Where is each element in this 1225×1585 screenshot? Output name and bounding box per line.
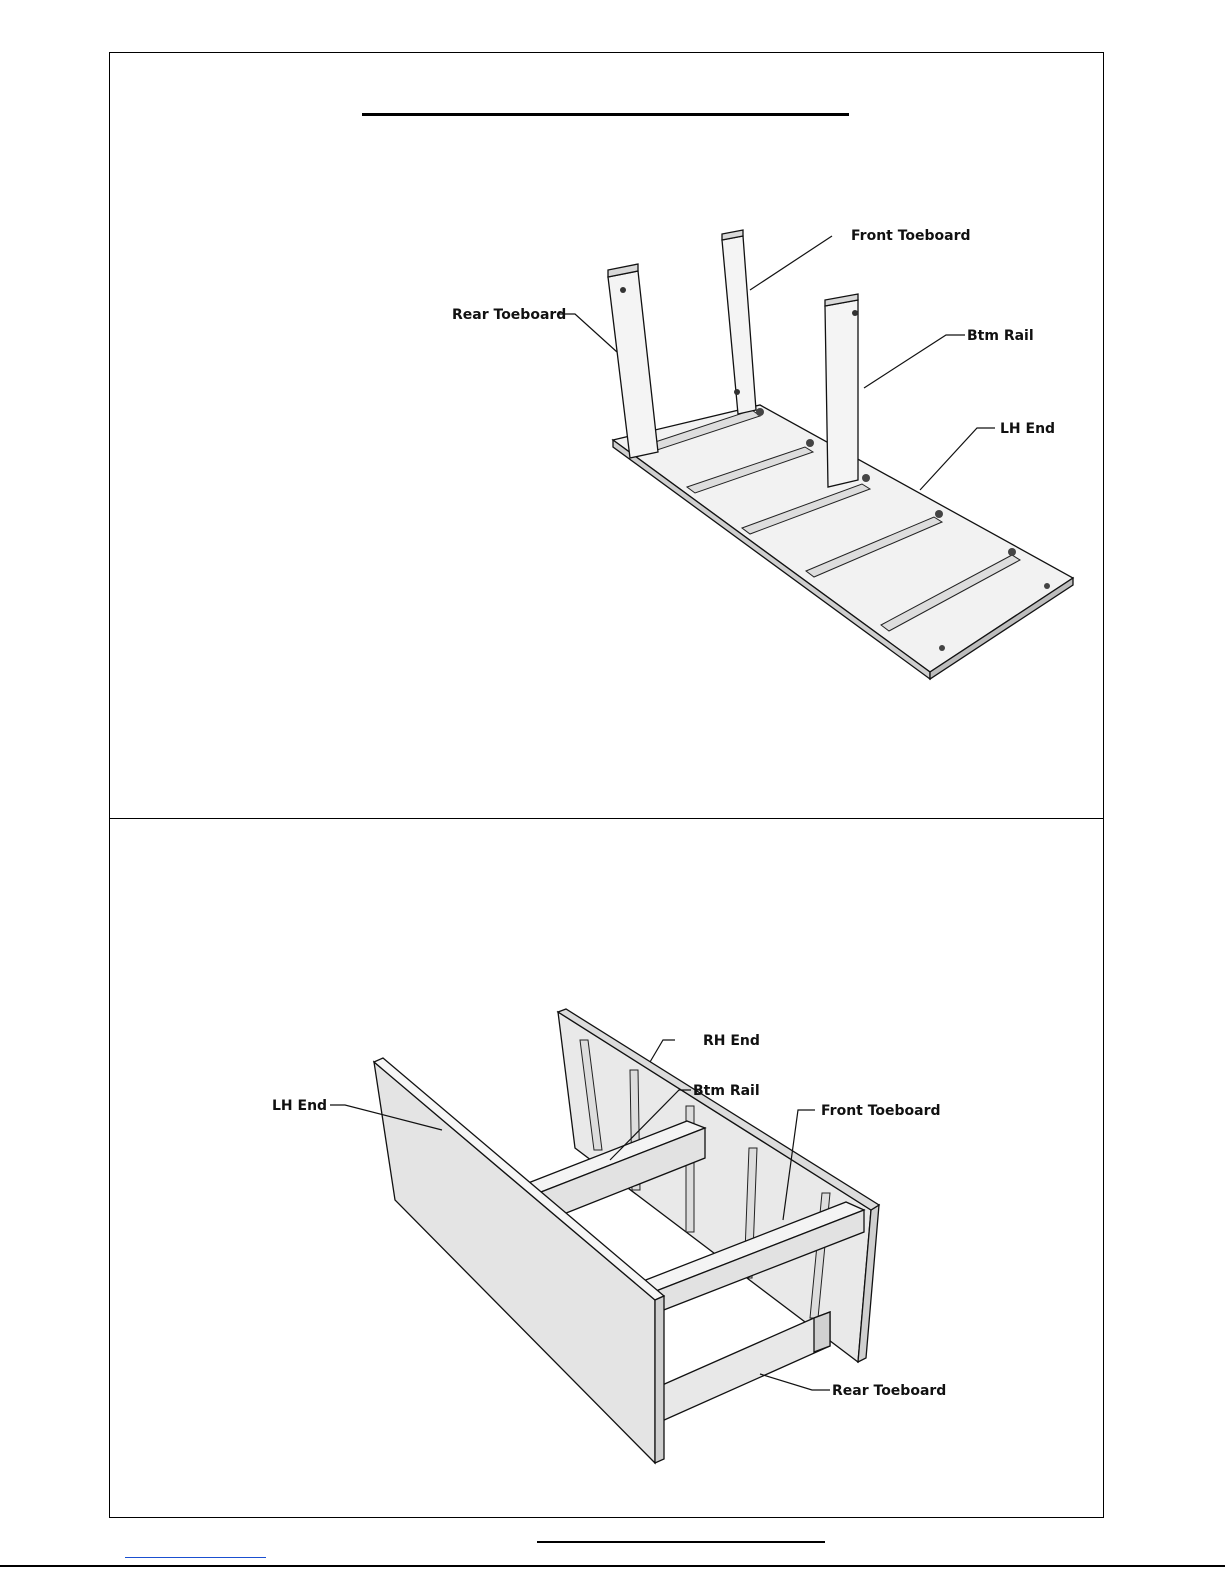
top-btm-rail <box>825 294 858 487</box>
top-rear-toeboard-label: Rear Toeboard <box>452 307 567 323</box>
bottom-rh-end-label: RH End <box>703 1033 760 1049</box>
top-assembly-drawing <box>452 228 1073 679</box>
bottom-rear-toeboard-leader <box>760 1374 830 1390</box>
bottom-front-toeboard-label: Front Toeboard <box>821 1103 941 1119</box>
top-rear-toeboard <box>608 264 658 458</box>
top-front-toeboard-label: Front Toeboard <box>851 228 971 244</box>
bottom-rear-toeboard <box>660 1312 830 1421</box>
top-front-toeboard <box>722 230 756 414</box>
bottom-btm-rail-label: Btm Rail <box>693 1083 760 1099</box>
bottom-assembly-drawing <box>272 1009 946 1463</box>
bottom-rear-toeboard-label: Rear Toeboard <box>832 1383 947 1399</box>
top-btm-rail-label: Btm Rail <box>967 328 1034 344</box>
top-btm-rail-leader <box>864 335 965 388</box>
top-lh-end-label: LH End <box>1000 421 1056 437</box>
bottom-lh-end-label: LH End <box>272 1098 328 1114</box>
top-rear-toeboard-leader <box>559 314 617 352</box>
top-lh-end-leader <box>920 428 995 490</box>
top-front-toeboard-leader <box>750 236 832 290</box>
bottom-rh-end-leader <box>650 1040 675 1062</box>
